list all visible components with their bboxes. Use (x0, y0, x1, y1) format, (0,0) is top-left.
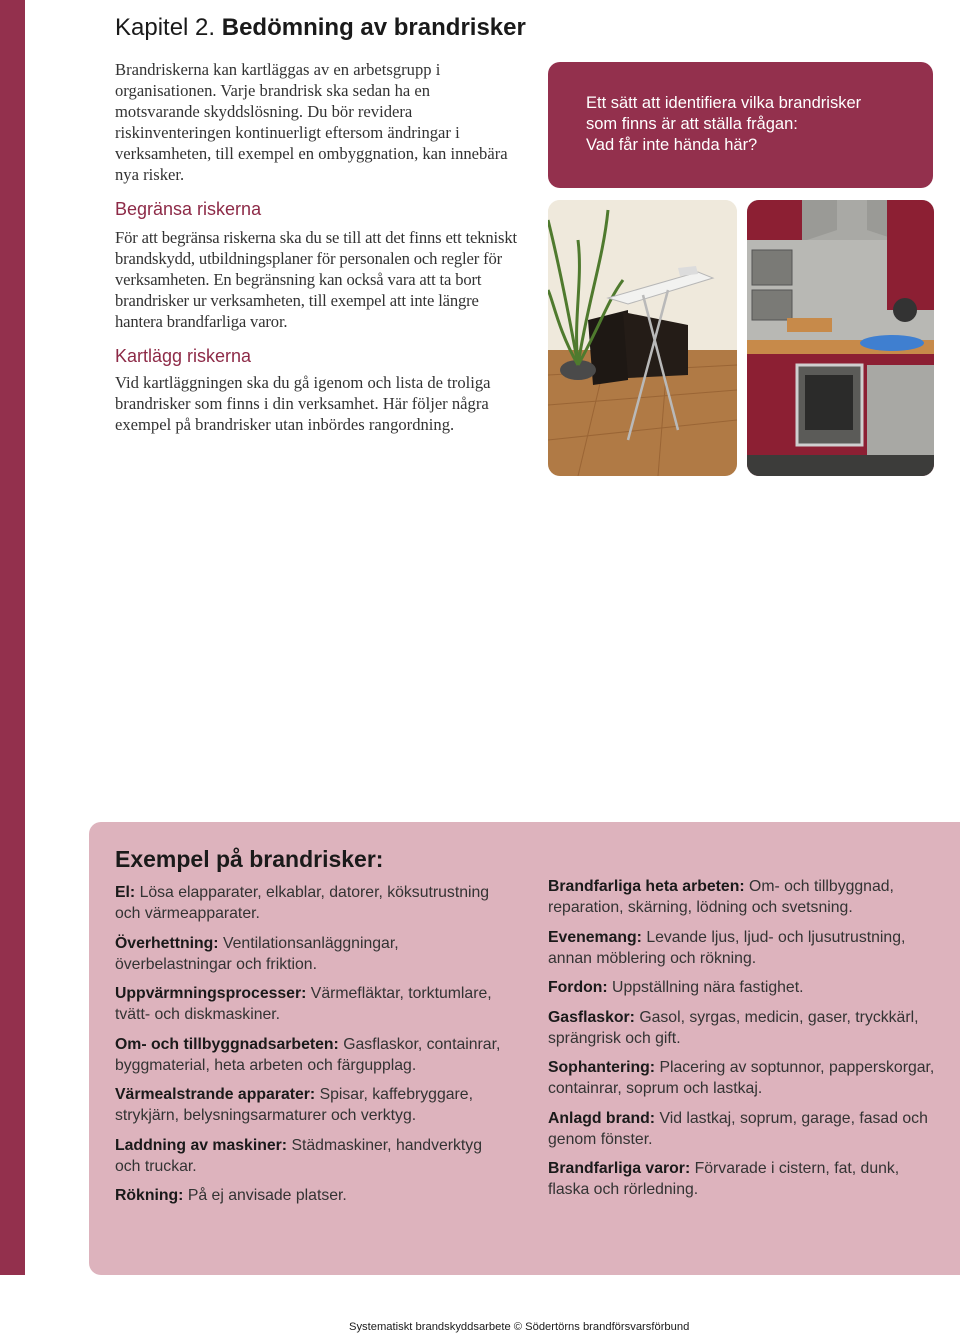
example-term: Uppvärmningsprocesser: (115, 985, 307, 1002)
example-text: Uppställning nära fastighet. (612, 979, 804, 996)
example-item (115, 882, 510, 924)
example-text: Gasol, syrgas, medicin, gaser, tryckkärl, sprängrisk och gift. (548, 1008, 919, 1047)
chapter-heading: Bedömning av brandrisker (221, 14, 526, 41)
callout-text (586, 93, 913, 156)
example-text: Gasflaskor, containrar, byggmaterial, heta arbeten och färgupplag. (115, 1035, 501, 1074)
example-item (548, 927, 943, 969)
examples-title: Exempel på brandrisker: (115, 846, 384, 872)
example-text: Om- och tillbyggnad, reparation, skärning, lödning och svetsning. (548, 878, 894, 916)
intro-paragraph: Brandriskerna kan kartläggas av en arbetsgrupp i organisationen. Varje brandrisk ska sedan ha en motsvarande skyddslösning. Du bör revidera riskinventeringen kontinuerligt eftersom ändringar i verksamheten, till exempel en ombyggnation, kan innebära nya risker. (115, 60, 508, 184)
kitchen-photo (747, 200, 934, 476)
examples-left-column (115, 882, 510, 1215)
example-text: Ventilationsanläggningar, överbelastningar och friktion. (115, 934, 399, 973)
example-term: Laddning av maskiner: (115, 1136, 288, 1154)
example-item (115, 1135, 510, 1177)
example-text: Placering av soptunnor, papperskorgar, containrar, soprum och lastkaj. (548, 1059, 935, 1097)
example-text: Värmefläktar, torktumlare, tvätt- och diskmaskiner. (115, 985, 492, 1023)
chapter-title (115, 14, 526, 42)
example-term: Fordon: (548, 979, 608, 996)
example-text: Vid lastkaj, soprum, garage, fasad och genom fönster. (548, 1109, 928, 1148)
callout-line-2: som finns är att ställa frågan: (586, 115, 798, 133)
page-footer: Systematiskt brandskyddsarbete © Södertörns brandförsvarsförbund (349, 1321, 690, 1333)
example-text: Lösa elapparater, elkablar, datorer, köksutrustning och värmeapparater. (115, 884, 490, 922)
example-item (548, 876, 943, 918)
example-term: Sophantering: (548, 1059, 656, 1076)
example-item (548, 1108, 943, 1150)
section-heading-map: Kartlägg riskerna (115, 346, 252, 366)
sidebar-accent-bar (0, 0, 25, 1275)
example-term: Värmealstrande apparater: (115, 1086, 316, 1103)
examples-right-column (548, 876, 943, 1209)
example-item (115, 1084, 510, 1126)
example-item (115, 1185, 510, 1206)
callout-line-1: Ett sätt att identifiera vilka brandrisker (586, 94, 862, 112)
example-item (548, 1007, 943, 1049)
section-text-limit: För att begränsa riskerna ska du se till att det finns ett tekniskt brandskydd, utbildningsplaner för personalen och regler för verksamheten. En begränsning kan också vara att ta bort brandrisker ur verksamheten, till exempel att inte längre hantera brandfarliga varor. (115, 228, 517, 331)
example-text: Spisar, kaffebryggare, strykjärn, belysningsarmaturer och verktyg. (115, 1086, 473, 1124)
example-term: Gasflaskor: (548, 1008, 635, 1026)
example-item (548, 1057, 943, 1099)
callout-line-3: Vad får inte hända här? (586, 136, 758, 154)
example-text: På ej anvisade platser. (187, 1187, 347, 1204)
example-item (115, 1034, 510, 1076)
section-heading-limit: Begränsa riskerna (115, 199, 262, 219)
chapter-number: Kapitel 2. (115, 14, 216, 41)
example-item (115, 933, 510, 975)
callout-box (548, 62, 933, 188)
example-item (115, 983, 510, 1025)
example-item (548, 1158, 943, 1200)
example-term: Evenemang: (548, 928, 642, 946)
example-term: Rökning: (115, 1187, 184, 1204)
example-term: Om- och tillbyggnadsarbeten: (115, 1035, 339, 1053)
section-text-map: Vid kartläggningen ska du gå igenom och lista de troliga brandrisker som finns i din verksamhet. Här följer några exempel på brandrisker utan inbördes rangordning. (115, 373, 491, 434)
example-term: Brandfarliga varor: (548, 1160, 691, 1177)
example-term: El: (115, 884, 136, 901)
example-term: Brandfarliga heta arbeten: (548, 878, 745, 895)
example-term: Överhettning: (115, 934, 219, 952)
ironing-board-photo (548, 200, 737, 476)
example-term: Anlagd brand: (548, 1109, 656, 1127)
example-text: Levande ljus, ljud- och ljusutrustning, annan möblering och rökning. (548, 928, 906, 967)
example-text: Städmaskiner, handverktyg och truckar. (115, 1136, 482, 1175)
example-text: Förvarade i cistern, fat, dunk, flaska och rörledning. (548, 1160, 900, 1198)
example-item (548, 977, 943, 998)
